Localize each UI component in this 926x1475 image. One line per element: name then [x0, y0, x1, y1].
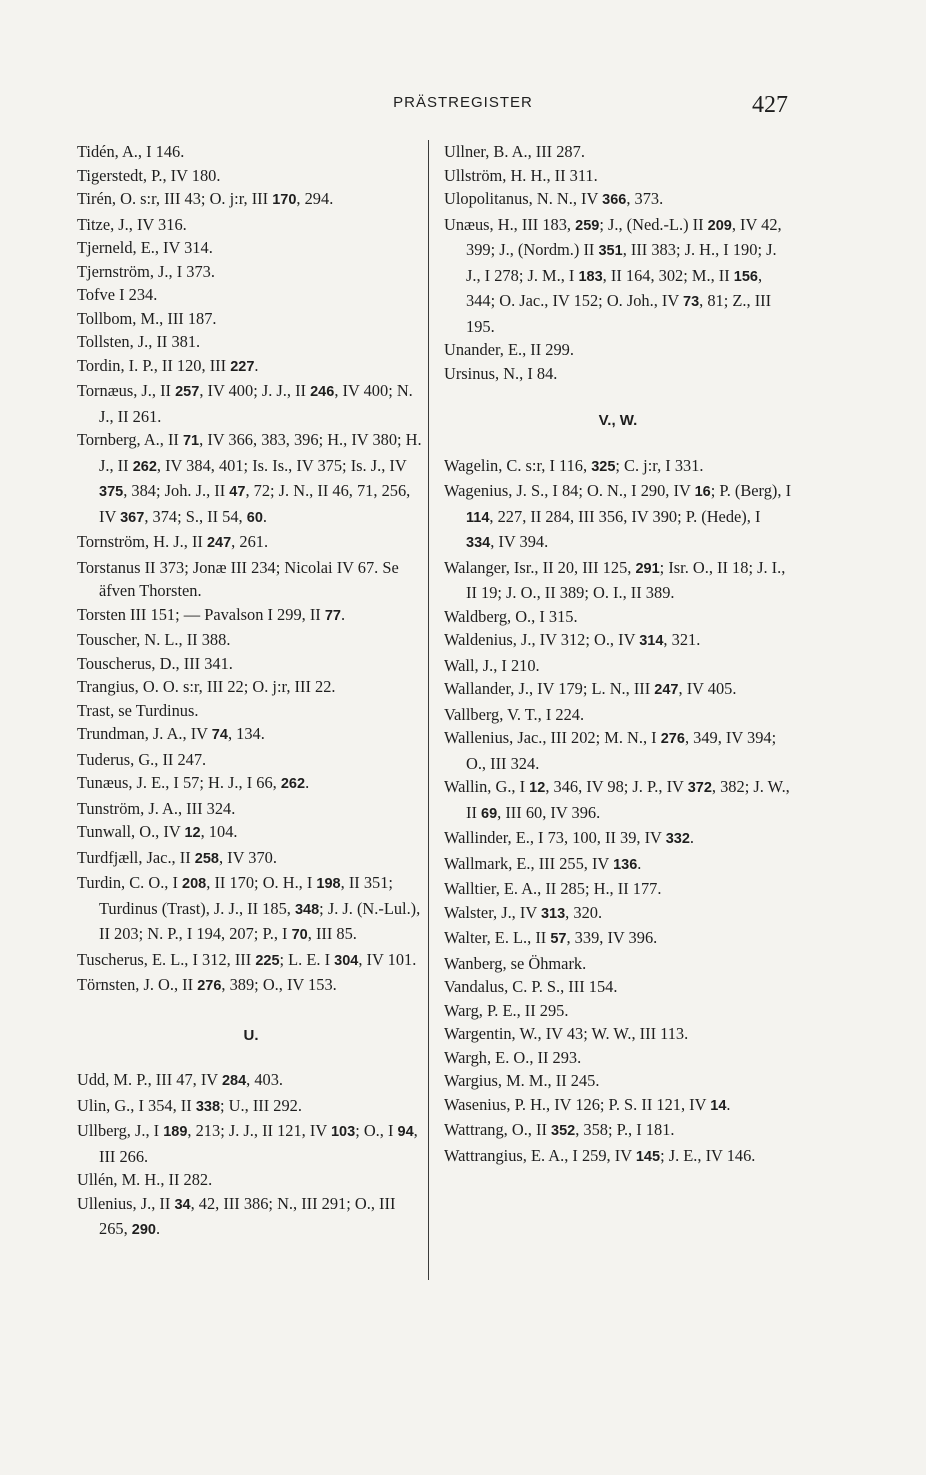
entry-text: , II 351; Turdinus (Trast), J. J., II 185,	[99, 873, 393, 918]
entry-text: Trangius, O. O. s:r, III 22; O. j:r, III 22.	[77, 677, 336, 696]
entry-text: , IV 400; J. J., II	[199, 381, 311, 400]
entry-text: Torsten III 151; — Pavalson I 299, II	[77, 604, 325, 624]
bold-page-ref: 47	[229, 484, 246, 500]
entry-text: Ursinus, N., I 84.	[444, 363, 558, 383]
index-entry	[77, 871, 425, 948]
entry-text: Wattrangius, E. A., I 259, IV	[444, 1145, 636, 1165]
index-entry	[77, 187, 425, 213]
entry-text: ; Isr. O., II 18; J. I., II 19; J. O., II 389; O. I., II 389.	[466, 557, 786, 602]
entry-text: Walanger, Isr., II 20, III 125,	[444, 557, 636, 577]
index-entry	[444, 338, 792, 362]
entry-text: , III 383; J. H., I 190; J. J., I 278; J. M., I	[466, 240, 777, 285]
index-entry	[77, 307, 425, 331]
index-entry	[444, 999, 792, 1023]
index-entry	[444, 952, 792, 976]
bold-page-ref: 351	[598, 243, 623, 259]
index-entry	[77, 354, 425, 380]
entry-text: ; O., I	[355, 1121, 398, 1140]
index-entry	[77, 797, 425, 821]
index-entry	[444, 454, 792, 480]
entry-text: .	[726, 1094, 731, 1114]
entry-text: Unæus, H., III 183,	[444, 214, 576, 234]
index-entry	[77, 973, 425, 999]
bold-page-ref: 276	[197, 978, 222, 994]
entry-text: , IV 370.	[218, 847, 277, 867]
entry-text: Tollsten, J., II 381.	[77, 332, 201, 351]
entries-t	[77, 140, 425, 999]
index-entry	[77, 675, 425, 699]
column-divider	[428, 140, 429, 1280]
entry-text: , 42, III 386; N., III 291; O., III 265,	[99, 1193, 396, 1238]
entry-text: , 72; J. N., II 46, 71, 256, IV	[99, 481, 411, 526]
index-entry	[444, 556, 792, 605]
entry-text: Udd, M. P., III 47, IV	[77, 1070, 222, 1089]
bold-page-ref: 209	[707, 217, 732, 234]
index-entry	[77, 379, 425, 428]
entry-text: Wanberg, se Öhmark.	[444, 953, 587, 973]
bold-page-ref: 262	[280, 776, 306, 792]
entry-text: , 339, IV 396.	[566, 928, 658, 947]
index-entry	[77, 603, 425, 629]
index-entry	[444, 628, 792, 654]
entry-text: Ullström, H. H., II 311.	[444, 165, 598, 185]
bold-page-ref: 366	[602, 192, 627, 208]
bold-page-ref: 74	[211, 727, 228, 743]
entry-text: , 382; J. W., II	[466, 777, 790, 822]
index-entry	[444, 901, 792, 927]
entry-text: Trast, se Turdinus.	[77, 700, 199, 720]
bold-page-ref: 183	[578, 268, 603, 285]
bold-page-ref: 372	[687, 780, 712, 796]
index-entry	[444, 1046, 792, 1070]
entry-text: , 81; Z., III 195.	[466, 291, 772, 336]
entry-text: .	[637, 853, 642, 873]
index-entry	[444, 362, 792, 386]
index-entry	[444, 1093, 792, 1119]
index-entry	[444, 654, 792, 678]
entry-text: , 261.	[231, 532, 269, 551]
bold-page-ref: 227	[230, 358, 255, 375]
bold-page-ref: 136	[613, 856, 638, 873]
bold-page-ref: 156	[733, 268, 758, 285]
entry-text: , IV 400; N. J., II 261.	[99, 381, 413, 426]
entry-text: , IV 366, 383, 396; H., IV 380; H. J., II	[99, 430, 422, 475]
bold-page-ref: 258	[194, 850, 219, 867]
entry-text: Walltier, E. A., II 285; H., II 177.	[444, 879, 662, 898]
entry-text: , 320.	[565, 902, 603, 922]
bold-page-ref: 189	[163, 1124, 188, 1140]
index-entry	[77, 213, 425, 237]
index-entry	[444, 605, 792, 629]
index-entry	[444, 975, 792, 999]
entry-text: .	[155, 1219, 161, 1238]
bold-page-ref: 94	[397, 1124, 414, 1140]
index-entry	[77, 652, 425, 676]
index-entry	[77, 699, 425, 723]
entry-text: Waldenius, J., IV 312; O., IV	[444, 630, 640, 649]
index-entry	[77, 1068, 425, 1094]
entry-text: , 374; S., II 54,	[144, 506, 247, 526]
index-entry	[77, 1094, 425, 1120]
entry-text: Wargius, M. M., II 245.	[444, 1071, 600, 1090]
index-entry	[77, 846, 425, 872]
bold-page-ref: 14	[710, 1097, 727, 1114]
entry-text: Tornström, H. J., II	[77, 532, 207, 551]
entry-text: , 134.	[227, 724, 265, 743]
entry-text: , II 170; O. H., I	[206, 873, 317, 892]
index-entry	[444, 1118, 792, 1144]
index-entry	[444, 852, 792, 878]
bold-page-ref: 170	[272, 192, 297, 208]
entries-vw	[444, 454, 792, 1170]
bold-page-ref: 16	[694, 484, 711, 500]
index-entry	[444, 726, 792, 775]
entry-text: .	[689, 828, 694, 847]
entry-text: , 403.	[246, 1070, 284, 1089]
entry-text: Tollbom, M., III 187.	[77, 308, 217, 328]
index-entry	[444, 140, 792, 164]
bold-page-ref: 60	[246, 509, 263, 526]
index-entry	[444, 187, 792, 213]
entry-text: Warg, P. E., II 295.	[444, 1000, 569, 1020]
index-entry	[77, 330, 425, 354]
index-entry	[444, 926, 792, 952]
entries-u-continued	[444, 140, 792, 385]
bold-page-ref: 290	[131, 1222, 156, 1238]
entry-text: , 213; J. J., II 121, IV	[187, 1121, 331, 1140]
index-entry	[77, 283, 425, 307]
entry-text: .	[254, 355, 259, 375]
entry-text: Walter, E. L., II	[444, 928, 551, 947]
entry-text: Unander, E., II 299.	[444, 340, 574, 359]
bold-page-ref: 375	[99, 484, 124, 500]
entry-text: Wasenius, P. H., IV 126; P. S. II 121, IV	[444, 1094, 711, 1114]
entry-text: , III 266.	[99, 1121, 418, 1166]
entry-text: Walster, J., IV	[444, 902, 541, 922]
entry-text: , III 60, IV 396.	[497, 802, 601, 822]
entry-text: Vallberg, V. T., I 224.	[444, 704, 585, 724]
index-entry	[77, 556, 425, 603]
index-entry	[77, 236, 425, 260]
bold-page-ref: 367	[120, 509, 145, 526]
entry-text: , 384; Joh. J., II	[123, 481, 230, 500]
entry-text: Tofve I 234.	[77, 285, 158, 304]
entry-text: .	[305, 773, 310, 792]
bold-page-ref: 352	[551, 1123, 576, 1139]
index-entry	[77, 948, 425, 974]
index-entry	[77, 628, 425, 652]
entry-text: Wallin, G., I	[444, 777, 530, 796]
section-heading-u: U.	[243, 1026, 259, 1044]
entry-text: , IV 394.	[490, 532, 549, 551]
entry-text: , IV 405.	[678, 679, 737, 698]
entry-text: ; J. J. (N.-Lul.), II 203; N. P., I 194, 207; P., I	[99, 898, 421, 943]
bold-page-ref: 198	[316, 876, 341, 892]
entry-text: Torstanus II 373; Jonæ III 234; Nicolai IV 67. Se äfven Thorsten.	[77, 557, 399, 600]
entry-text: , IV 384, 401; Is. Is., IV 375; Is. J., IV	[156, 455, 407, 475]
entry-text: Tidén, A., I 146.	[77, 142, 185, 161]
index-entry	[444, 213, 792, 339]
index-entry	[444, 1022, 792, 1046]
bold-page-ref: 291	[635, 560, 660, 577]
entry-text: Tunström, J. A., III 324.	[77, 798, 236, 818]
index-entry	[77, 820, 425, 846]
bold-page-ref: 208	[182, 876, 207, 892]
entry-text: , 294.	[296, 189, 334, 208]
entry-text: , 227, II 284, III 356, IV 390; P. (Hede), I	[489, 506, 761, 526]
entry-text: Tornæus, J., II	[77, 381, 176, 400]
index-entry	[444, 479, 792, 556]
entry-text: .	[341, 604, 346, 624]
index-entry	[444, 1069, 792, 1093]
bold-page-ref: 77	[324, 607, 341, 624]
index-entry	[77, 771, 425, 797]
bold-page-ref: 246	[310, 384, 335, 400]
entry-text: , II 164, 302; M., II	[602, 265, 734, 285]
entry-text: , III 85.	[307, 924, 357, 943]
bold-page-ref: 57	[550, 931, 567, 947]
entry-text: Tuderus, G., II 247.	[77, 749, 207, 769]
index-entry	[77, 140, 425, 164]
bold-page-ref: 12	[184, 825, 201, 841]
bold-page-ref: 332	[665, 831, 690, 847]
entry-text: , 344; O. Jac., IV 152; O. Joh., IV	[466, 265, 763, 310]
bold-page-ref: 314	[639, 633, 664, 649]
entry-text: Ullberg, J., I	[77, 1121, 164, 1140]
bold-page-ref: 12	[529, 780, 546, 796]
entry-text: Ullner, B. A., III 287.	[444, 142, 585, 161]
index-entry	[77, 164, 425, 188]
entry-text: Wallenius, Jac., III 202; M. N., I	[444, 728, 661, 747]
bold-page-ref: 348	[294, 901, 320, 918]
left-column	[77, 140, 425, 1243]
entry-text: .	[262, 506, 268, 526]
entry-text: ; L. E. I	[279, 949, 335, 969]
entry-text: Ulopolitanus, N. N., IV	[444, 189, 603, 208]
index-entry	[444, 775, 792, 826]
entry-text: Tunwall, O., IV	[77, 822, 185, 841]
entry-text: , 373.	[626, 189, 664, 208]
bold-page-ref: 247	[654, 682, 679, 698]
index-entry	[77, 1168, 425, 1192]
running-header: PRÄSTREGISTER	[393, 94, 533, 111]
bold-page-ref: 70	[291, 927, 308, 943]
entry-text: Wattrang, O., II	[444, 1120, 552, 1139]
bold-page-ref: 338	[195, 1098, 221, 1115]
entry-text: Tigerstedt, P., IV 180.	[77, 165, 221, 185]
index-entry	[444, 677, 792, 703]
index-entry	[444, 826, 792, 852]
bold-page-ref: 73	[683, 294, 700, 310]
entry-text: Ulin, G., I 354, II	[77, 1095, 196, 1115]
entry-text: , 321.	[663, 630, 701, 649]
entry-text: , 389; O., IV 153.	[221, 975, 337, 994]
entry-text: ; C. j:r, I 331.	[615, 455, 704, 475]
entry-text: Wallander, J., IV 179; L. N., III	[444, 679, 655, 698]
entry-text: Vandalus, C. P. S., III 154.	[444, 977, 618, 996]
entry-text: , IV 42, 399; J., (Nordm.) II	[466, 214, 782, 259]
entry-text: Ullenius, J., II	[77, 1193, 175, 1213]
entry-text: , 349, IV 394; O., III 324.	[466, 728, 777, 773]
entry-text: Trundman, J. A., IV	[77, 724, 212, 743]
entry-text: ; P. (Berg), I	[710, 481, 792, 500]
bold-page-ref: 276	[660, 731, 685, 747]
entry-text: Ullén, M. H., II 282.	[77, 1170, 213, 1189]
bold-page-ref: 34	[174, 1196, 191, 1213]
entries-u	[77, 1068, 425, 1243]
bold-page-ref: 71	[182, 433, 200, 449]
entry-text: Wargh, E. O., II 293.	[444, 1047, 582, 1067]
bold-page-ref: 103	[330, 1124, 356, 1140]
entry-text: Wagelin, C. s:r, I 116,	[444, 455, 592, 475]
entry-text: Tornberg, A., II	[77, 430, 183, 449]
bold-page-ref: 69	[481, 805, 498, 822]
page-number: 427	[752, 92, 788, 118]
index-entry	[77, 1192, 425, 1243]
index-entry	[444, 877, 792, 901]
entry-text: Tunæus, J. E., I 57; H. J., I 66,	[77, 773, 281, 792]
entry-text: Tirén, O. s:r, III 43; O. j:r, III	[77, 189, 273, 208]
entry-text: Wargentin, W., IV 43; W. W., III 113.	[444, 1024, 689, 1043]
entry-text: , 358; P., I 181.	[575, 1120, 675, 1139]
index-entry	[444, 1144, 792, 1170]
entry-text: Tjerneld, E., IV 314.	[77, 238, 213, 257]
entry-text: Waldberg, O., I 315.	[444, 606, 578, 626]
entry-text: ; J. E., IV 146.	[660, 1145, 756, 1165]
entry-text: Tjernström, J., I 373.	[77, 261, 215, 281]
bold-page-ref: 313	[540, 905, 566, 922]
bold-page-ref: 257	[175, 384, 200, 400]
entry-text: Törnsten, J. O., II	[77, 975, 198, 994]
entry-text: Turdfjæll, Jac., II	[77, 847, 195, 867]
bold-page-ref: 259	[575, 217, 600, 234]
bold-page-ref: 225	[255, 952, 280, 969]
entry-text: Touscherus, D., III 341.	[77, 653, 233, 673]
index-entry	[77, 1119, 425, 1168]
bold-page-ref: 247	[206, 535, 232, 551]
entry-text: Tordin, I. P., II 120, III	[77, 355, 231, 375]
bold-page-ref: 114	[466, 509, 490, 526]
entry-text: , 346, IV 98; J. P., IV	[545, 777, 688, 796]
index-entry	[444, 164, 792, 188]
bold-page-ref: 145	[635, 1148, 661, 1165]
entry-text: ; J., (Ned.-L.) II	[599, 214, 708, 234]
bold-page-ref: 325	[591, 458, 616, 475]
entry-text: ; U., III 292.	[220, 1095, 302, 1115]
entry-text: , IV 101.	[358, 949, 417, 969]
entry-text: Wallinder, E., I 73, 100, II 39, IV	[444, 828, 666, 847]
entry-text: Touscher, N. L., II 388.	[77, 630, 231, 649]
entry-text: Turdin, C. O., I	[77, 873, 183, 892]
bold-page-ref: 284	[221, 1073, 247, 1089]
index-entry	[77, 260, 425, 284]
entry-text: Tuscherus, E. L., I 312, III	[77, 949, 256, 969]
index-entry	[444, 703, 792, 727]
section-heading-vw: V., W.	[598, 412, 638, 429]
index-entry	[77, 530, 425, 556]
bold-page-ref: 334	[466, 535, 491, 551]
index-entry	[77, 748, 425, 772]
entry-text: Wall, J., I 210.	[444, 655, 540, 675]
entry-text: Titze, J., IV 316.	[77, 214, 187, 234]
index-entry	[77, 428, 425, 530]
right-column	[444, 140, 792, 1169]
entry-text: Wallmark, E., III 255, IV	[444, 853, 614, 873]
bold-page-ref: 304	[334, 952, 359, 969]
index-entry	[77, 722, 425, 748]
bold-page-ref: 262	[132, 458, 157, 475]
entry-text: , 104.	[200, 822, 238, 841]
entry-text: Wagenius, J. S., I 84; O. N., I 290, IV	[444, 481, 695, 500]
